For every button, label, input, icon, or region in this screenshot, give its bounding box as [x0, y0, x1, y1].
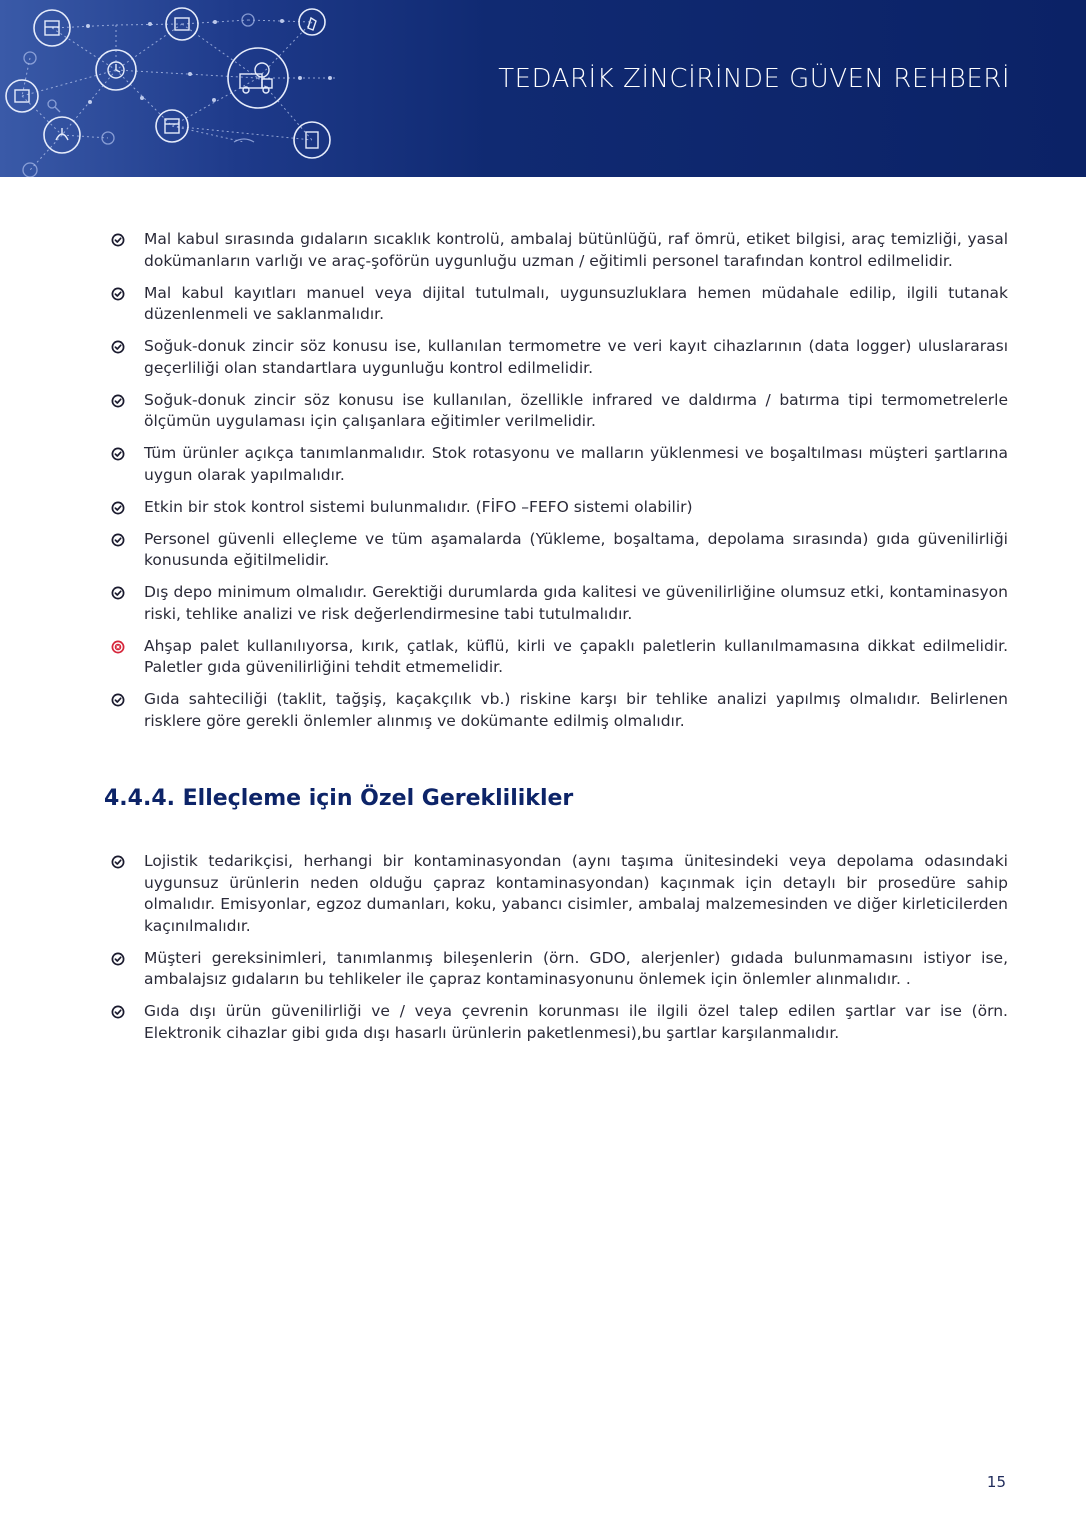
- list-item: [0, 948, 1086, 991]
- list-item-text: Soğuk-donuk zincir söz konusu ise, kullanılan termometre ve veri kayıt cihazlarının (data logger) uluslararası geçerliliği olan standartlara uygunluğu kontrol edilmelidir.: [144, 337, 1008, 377]
- list-item: [0, 689, 1086, 732]
- list-item: [0, 229, 1086, 272]
- check-circle-icon: [111, 233, 125, 247]
- list-item-text: Gıda sahteciliği (taklit, tağşiş, kaçakçılık vb.) riskine karşı bir tehlike analizi yapılmış olmalıdır. Belirlenen risklere göre gerekli önlemler alınmış ve dokümante edilmiş olmalıdır.: [144, 690, 1008, 730]
- check-circle-icon: [111, 1005, 125, 1019]
- supply-chain-network-illustration: [0, 0, 400, 177]
- warning-circle-icon: [111, 640, 125, 654]
- check-circle-icon: [111, 586, 125, 600]
- list-item-text: Personel güvenli elleçleme ve tüm aşamalarda (Yükleme, boşaltama, depolama sırasında) gıda güvenilirliği konusunda eğitilmelidir.: [144, 529, 1008, 569]
- list-item: [0, 390, 1086, 433]
- check-circle-icon: [111, 952, 125, 966]
- check-circle-icon: [111, 340, 125, 354]
- handling-requirements-list: [0, 851, 1086, 1055]
- requirements-list: [0, 229, 1086, 743]
- list-item: [0, 443, 1086, 486]
- list-item: [0, 497, 1086, 519]
- list-item-text: Etkin bir stok kontrol sistemi bulunmalıdır. (FİFO –FEFO sistemi olabilir): [144, 497, 693, 516]
- check-circle-icon: [111, 693, 125, 707]
- list-item-text: Mal kabul kayıtları manuel veya dijital tutulmalı, uygunsuzluklara hemen müdahale edilip, ilgili tutanak düzenlenmeli ve saklanmalıdır.: [144, 283, 1008, 323]
- list-item-text: Müşteri gereksinimleri, tanımlanmış bileşenlerin (örn. GDO, alerjenler) gıdada bulunmamasını istiyor ise, ambalajsız gıdaların bu tehlikeler ile çapraz kontaminasyonunu önlemek için önlemler alınmalıdır. .: [144, 948, 1008, 988]
- list-item: [0, 1001, 1086, 1044]
- document-title: TEDARİK ZİNCİRİNDE GÜVEN REHBERİ: [498, 64, 1010, 94]
- list-item: [0, 582, 1086, 625]
- list-item-text: Tüm ürünler açıkça tanımlanmalıdır. Stok rotasyonu ve malların yüklenmesi ve boşaltılması müşteri şartlarına uygun olarak yapılmalıdır.: [144, 444, 1008, 484]
- check-circle-icon: [111, 287, 125, 301]
- section-heading: 4.4.4. Elleçleme için Özel Gereklilikler: [104, 786, 574, 811]
- list-item: [0, 529, 1086, 572]
- list-item-text: Ahşap palet kullanılıyorsa, kırık, çatlak, küflü, kirli ve çapaklı paletlerin kullanılmamasına dikkat edilmelidir. Paletler gıda güvenilirliğini tehdit etmemelidir.: [144, 636, 1008, 676]
- check-circle-icon: [111, 447, 125, 461]
- check-circle-icon: [111, 533, 125, 547]
- check-circle-icon: [111, 394, 125, 408]
- check-circle-icon: [111, 855, 125, 869]
- list-item-text: Dış depo minimum olmalıdır. Gerektiği durumlarda gıda kalitesi ve güvenilirliğine olumsuz etki, kontaminasyon riski, tehlike analizi ve risk değerlendirmesine tabi tutulmalıdır.: [144, 583, 1008, 623]
- page-header: [0, 0, 1086, 177]
- list-item: [0, 851, 1086, 937]
- list-item-text: Gıda dışı ürün güvenilirliği ve / veya çevrenin korunması ile ilgili özel talep edilen şartlar var ise (örn. Elektronik cihazlar gibi gıda dışı hasarlı ürünlerin paketlenmesi),bu şartlar karşılanmalıdır.: [144, 1002, 1008, 1042]
- list-item-text: Lojistik tedarikçisi, herhangi bir kontaminasyondan (aynı taşıma ünitesindeki veya depolama odasındaki uygunsuz ürünlerin neden olduğu çapraz kontaminasyondan) kaçınmak için detaylı bir prosedüre sahip olmalıdır. Emisyonlar, egzoz dumanları, koku, yabancı cisimler, ambalaj malzemesinden ve diğer kirleticilerden kaçınılmalıdır.: [144, 852, 1008, 935]
- check-circle-icon: [111, 501, 125, 515]
- list-item: [0, 336, 1086, 379]
- list-item: [0, 283, 1086, 326]
- list-item: [0, 636, 1086, 679]
- list-item-text: Mal kabul sırasında gıdaların sıcaklık kontrolü, ambalaj bütünlüğü, raf ömrü, etiket bilgisi, araç temizliği, yasal dokümanların varlığı ve araç-şoförün uygunluğu uzman / eğitimli personel tarafından kontrol edilmelidir.: [144, 230, 1008, 270]
- page-number: 15: [986, 1473, 1006, 1491]
- list-item-text: Soğuk-donuk zincir söz konusu ise kullanılan, özellikle infrared ve daldırma / batırma tipi termometrelerle ölçümün uygulaması için çalışanlara eğitimler verilmelidir.: [144, 390, 1008, 430]
